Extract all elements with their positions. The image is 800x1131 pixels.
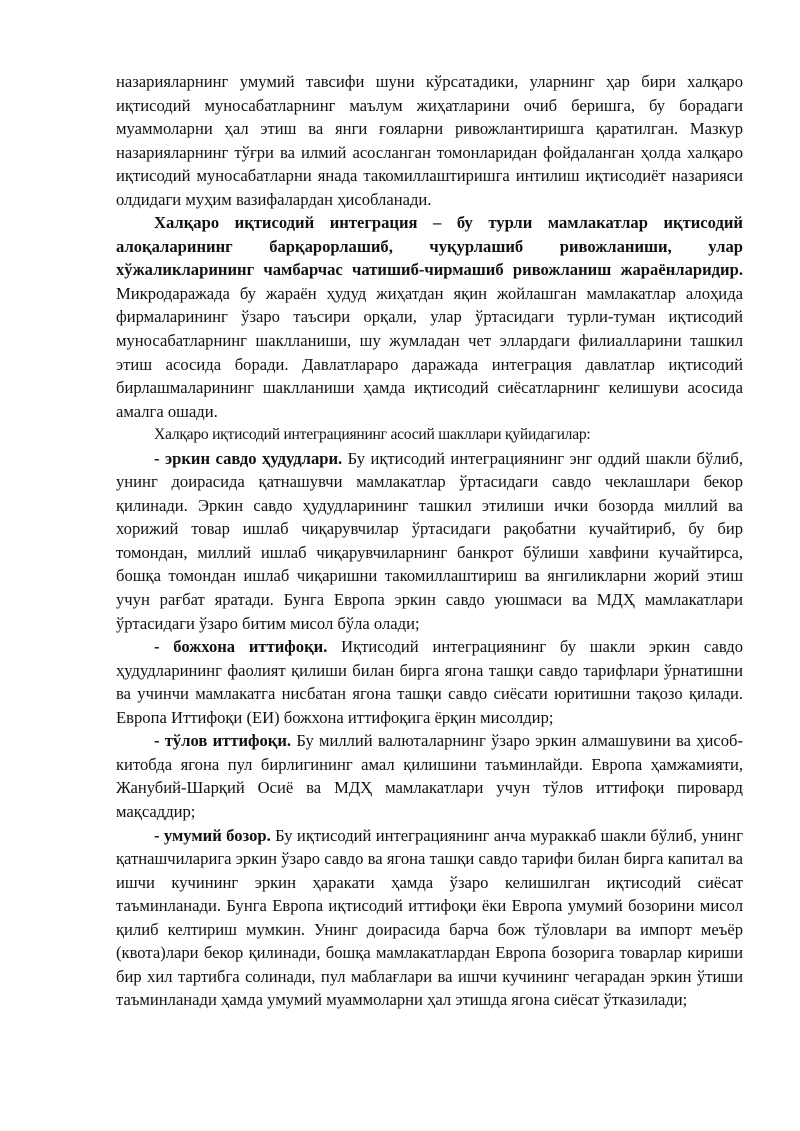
customs-union-text: Иқтисодий интеграциянинг бу шакли эркин савдо ҳудудларининг фаолият қилиши билан бирга ягона ташқи савдо тарифлари ўрнатишни ва учинчи мамлакатга нисбатан ягона ташқи савдо сиёсати юритишни тақозо қилади. Европа Иттифоқи (ЕИ) божхона иттифоқига ёрқин мисолдир; [116,637,743,727]
integration-definition-bold: Халқаро иқтисодий интеграция – бу турли мамлакатлар иқтисодий алоқаларининг барқарорлашиб, чуқурлашиб ривожланиши, улар хўжаликларининг чамбарчас чатишиб-чирмашиб ривожланиш жараёнларидир. [116,213,743,280]
free-trade-zones-term: - эркин савдо ҳудудлари. [154,448,343,468]
paragraph-free-trade-zones [116,447,743,635]
paragraph-payment-union [116,729,743,823]
paragraph-forms-intro: Халқаро иқтисодий интеграциянинг асосий шакллари қуйидагилар: [154,426,591,444]
payment-union-text: Бу миллий валюталарнинг ўзаро эркин алмашувини ва ҳисоб-китобда ягона пул бирлигининг амал қилишини таъминлайди. Европа ҳамжамияти, Жанубий-Шарқий Осиё ва МДҲ мамлакатлари учун тўлов иттифоқи пировард мақсаддир; [116,731,743,821]
common-market-text: Бу иқтисодий интеграциянинг анча мураккаб шакли бўлиб, унинг қатнашчиларига эркин ўзаро савдо ва ягона ташқи савдо тарифи билан бирга капитал ва ишчи кучининг эркин ҳаракати ҳамда ўзаро келишилган иқтисодий сиёсат таъминланади. Бунга Европа иқтисодий иттифоқи ёки Европа умумий бозорини мисол қилиб келтириш мумкин. Унинг доирасида барча бож тўловлари ва импорт меъёр (квота)лари бекор қилинади, бошқа мамлакатлардан Европа бозорига товарлар кириши бир хил тартибга солинади, пул маблағлари ва ишчи кучининг чегарадан эркин ўтиши таъминланади ҳамда умумий муаммоларни ҳал этишда ягона сиёсат ўтказилади; [116,825,743,1010]
integration-definition-text: Микродаражада бу жараён ҳудуд жиҳатдан яқин жойлашган мамлакатлар алоҳида фирмаларининг ўзаро таъсири орқали, улар ўртасидаги турли-туман иқтисодий муносабатларнинг шаклланиши, шу жумладан чет эллардаги филиалларини ташкил этиш асосида боради. Давлатлараро даражада интеграция давлатлар иқтисодий бирлашмаларининг шаклланиши ҳамда иқтисодий сиёсатларнинг келишуви асосида амалга ошади. [116,283,743,421]
paragraph-theories-summary: назарияларнинг умумий тавсифи шуни кўрсатадики, уларнинг ҳар бири халқаро иқтисодий муносабатларнинг маълум жиҳатларини очиб беришга, бу борадаги муаммоларни ҳал этиш ва янги ғояларни ривожлантиришга қаратилган. Мазкур назарияларнинг тўғри ва илмий асосланган томонларидан фойдаланган ҳолда халқаро иқтисодий муносабатларни янада такомиллаштиришга интилиш иқтисодиёт назарияси олдидаги муҳим вазифалардан ҳисобланади. [116,72,743,209]
paragraph-common-market [116,824,743,1012]
paragraph-integration-definition [116,211,743,423]
common-market-term: - умумий бозор. [154,825,271,845]
paragraph-customs-union [116,635,743,729]
customs-union-term: - божхона иттифоқи. [154,637,328,657]
payment-union-term: - тўлов иттифоқи. [154,731,292,751]
document-page [116,70,743,1012]
free-trade-zones-text: Бу иқтисодий интеграциянинг энг оддий шакли бўлиб, унинг доирасида қатнашувчи мамлакатлар ўртасидаги савдо чеклашлари бекор қилинади. Эркин савдо ҳудудларининг ташкил этилиши ички бозорда миллий ва хорижий товар ишлаб чиқарувчилар ўртасидаги рақобатни кучайтириб, бу бир томондан, миллий ишлаб чиқарувчиларнинг банкрот бўлиши хавфини кучайтирса, бошқа томондан ишлаб чиқаришни такомиллаштириш ва янгиликларни жорий этиш учун рағбат яратади. Бунга Европа эркин савдо уюшмаси ва МДҲ мамлакатлари ўртасидаги ўзаро битим мисол бўла олади; [116,448,743,633]
